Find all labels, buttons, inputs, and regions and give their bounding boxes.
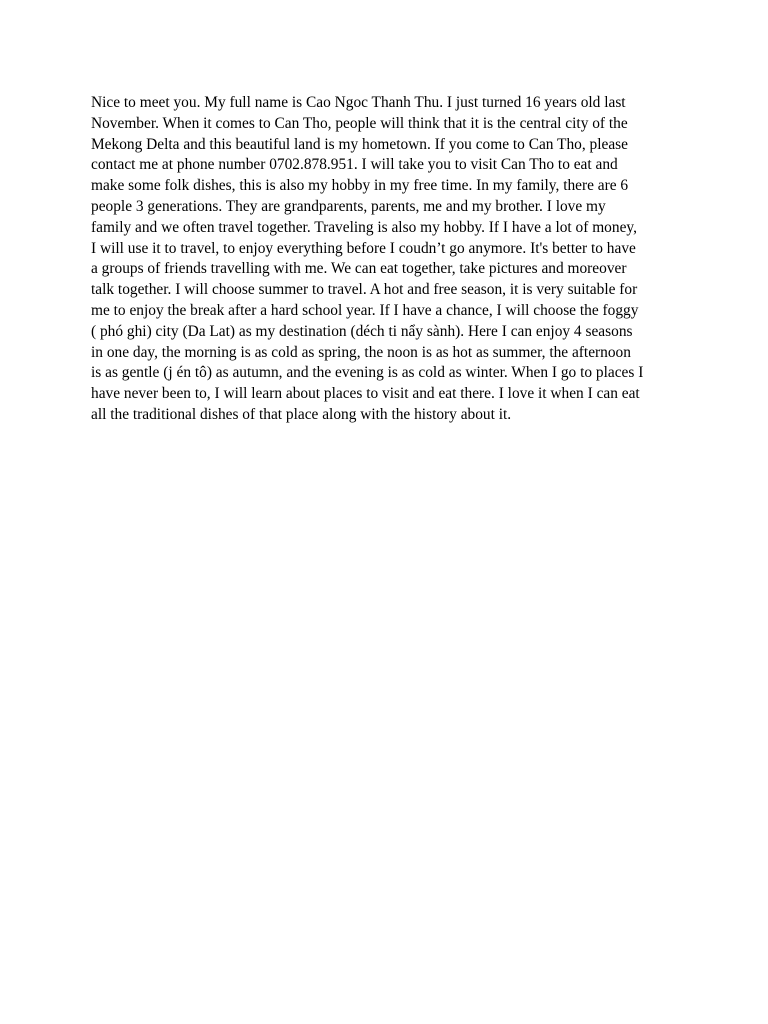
paragraph-line: people 3 generations. They are grandparents, parents, me and my brother. I love my [91, 197, 606, 215]
paragraph-line: I will use it to travel, to enjoy everything before I coudn’t go anymore. It's better to have [91, 239, 636, 257]
paragraph-line: family and we often travel together. Traveling is also my hobby. If I have a lot of money, [91, 218, 637, 236]
paragraph-line: a groups of friends travelling with me. We can eat together, take pictures and moreover [91, 260, 627, 278]
body-paragraph [91, 93, 681, 426]
paragraph-line: have never been to, I will learn about places to visit and eat there. I love it when I can eat [91, 385, 640, 403]
paragraph-line: make some folk dishes, this is also my hobby in my free time. In my family, there are 6 [91, 177, 629, 195]
paragraph-line: me to enjoy the break after a hard school year. If I have a chance, I will choose the foggy [91, 301, 639, 319]
paragraph-line: all the traditional dishes of that place along with the history about it. [91, 405, 512, 423]
paragraph-line: Nice to meet you. My full name is Cao Ngoc Thanh Thu. I just turned 16 years old last [91, 94, 626, 111]
paragraph-line: talk together. I will choose summer to travel. A hot and free season, it is very suitable for [91, 281, 638, 299]
paragraph-line: ( phó ghi) city (Da Lat) as my destination (déch ti nẩy sành). Here I can enjoy 4 seasons [91, 322, 633, 340]
paragraph-line: November. When it comes to Can Tho, people will think that it is the central city of the [91, 114, 628, 132]
paragraph-line: contact me at phone number 0702.878.951. I will take you to visit Can Tho to eat and [91, 156, 618, 174]
paragraph-line: is as gentle (j én tô) as autumn, and the evening is as cold as winter. When I go to places I [91, 364, 644, 382]
paragraph-line: in one day, the morning is as cold as spring, the noon is as hot as summer, the afternoon [91, 343, 631, 361]
paragraph-line: Mekong Delta and this beautiful land is my hometown. If you come to Can Tho, please [91, 135, 628, 153]
